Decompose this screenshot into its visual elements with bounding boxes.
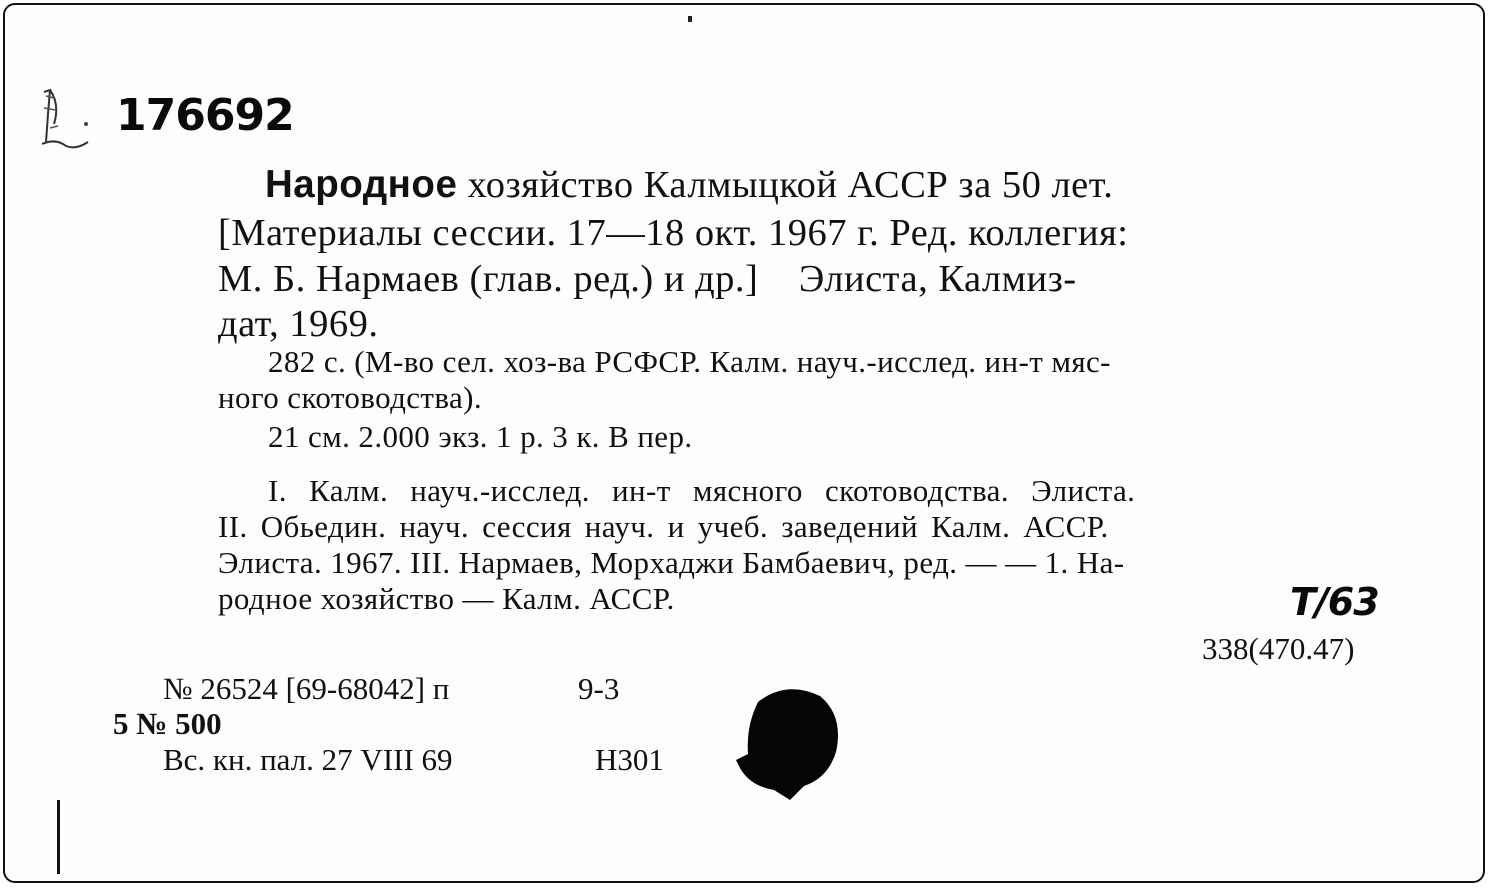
handwritten-inventory-number: 176692 bbox=[116, 90, 294, 141]
tracing-line-1: I. Калм. науч.-исслед. ин-т мясного скотоводства. Элиста. bbox=[268, 473, 1136, 508]
punch-hole bbox=[728, 682, 844, 804]
physical-line-1: 282 с. (М-во сел. хоз-ва РСФСР. Калм. науч.-исслед. ин-т мяс- bbox=[268, 344, 1111, 379]
title-line-1-text: хозяйство Калмыцкой АССР за 50 лет. bbox=[457, 164, 1114, 206]
title-line-2: [Материалы сессии. 17—18 окт. 1967 г. Ред. коллегия: bbox=[218, 212, 1129, 254]
footer-chamber: Вс. кн. пал. 27 VIII 69 bbox=[163, 742, 453, 777]
tracing-line-2: II. Обьедин. науч. сессия науч. и учеб. заведений Калм. АССР. bbox=[218, 509, 1109, 544]
title-line-1 bbox=[265, 163, 1113, 207]
physical-line-2: ного скотоводства). bbox=[218, 380, 483, 415]
tracing-line-3: Элиста. 1967. III. Нармаев, Морхаджи Бамбаевич, ред. — — 1. На- bbox=[218, 545, 1125, 580]
handwritten-author-code: Т/63 bbox=[1290, 580, 1379, 624]
footer-copies: 5 № 500 bbox=[113, 706, 222, 741]
margin-mark bbox=[57, 800, 60, 874]
footer-order: № 26524 [69-68042] п bbox=[163, 671, 450, 706]
title-line-4: дат, 1969. bbox=[218, 303, 379, 345]
tracing-line-4: родное хозяйство — Калм. АССР. bbox=[218, 581, 675, 616]
footer-chamber-code: Н301 bbox=[595, 742, 664, 777]
classification-number: 338(470.47) bbox=[1202, 631, 1355, 666]
stamp-mark-icon bbox=[36, 84, 106, 164]
footer-order-code: 9-3 bbox=[578, 671, 620, 706]
physical-line-3: 21 см. 2.000 экз. 1 р. 3 к. В пер. bbox=[268, 419, 693, 454]
title-line-3: М. Б. Нармаев (глав. ред.) и др.] Элиста, Калмиз- bbox=[218, 258, 1077, 300]
dot-mark bbox=[688, 16, 692, 22]
title-lead: Народное bbox=[265, 163, 458, 206]
